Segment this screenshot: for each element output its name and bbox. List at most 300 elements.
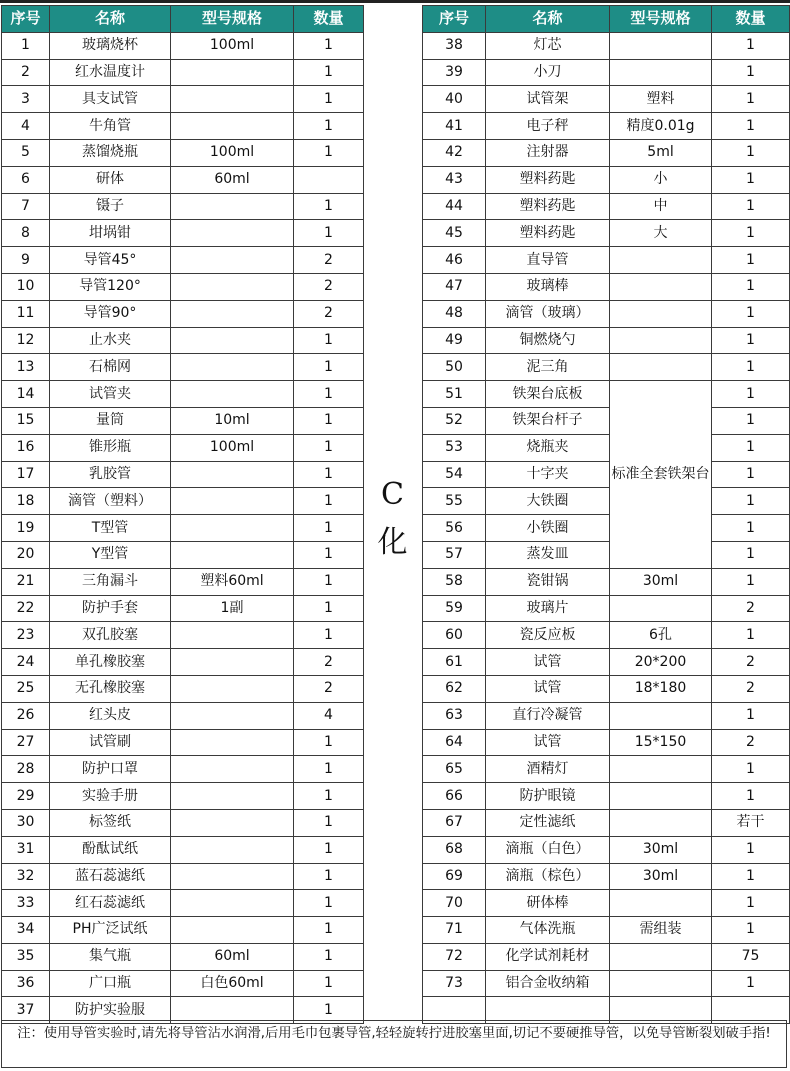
cell-name: 蒸馏烧瓶 (50, 139, 171, 166)
cell-qty: 4 (294, 702, 364, 729)
cell-name: 防护口罩 (50, 756, 171, 783)
table-row (2, 461, 364, 488)
cell-qty: 1 (294, 434, 364, 461)
cell-name: 量筒 (50, 407, 171, 434)
cell-name: 小刀 (486, 59, 610, 86)
table-row (2, 863, 364, 890)
cell-qty: 1 (712, 300, 790, 327)
table-row (2, 59, 364, 86)
cell-index: 35 (2, 943, 50, 970)
cell-name: 防护手套 (50, 595, 171, 622)
cell-qty: 1 (294, 917, 364, 944)
cell-spec (171, 756, 294, 783)
cell-qty: 2 (294, 649, 364, 676)
cell-qty: 1 (712, 568, 790, 595)
table-header-row (2, 6, 364, 33)
cell-spec (171, 836, 294, 863)
cell-qty: 1 (712, 461, 790, 488)
cell-spec: 小 (610, 166, 712, 193)
cell-spec (610, 300, 712, 327)
cell-name: 蒸发皿 (486, 541, 610, 568)
cell-name: 试管 (486, 649, 610, 676)
cell-index: 45 (423, 220, 486, 247)
cell-qty: 1 (294, 139, 364, 166)
table-row (2, 649, 364, 676)
cell-index: 58 (423, 568, 486, 595)
cell-spec (610, 327, 712, 354)
middle-mark-char: 化 (377, 525, 408, 560)
cell-index: 60 (423, 622, 486, 649)
cell-spec: 30ml (610, 836, 712, 863)
table-row (2, 166, 364, 193)
cell-index: 39 (423, 59, 486, 86)
cell-qty: 1 (294, 595, 364, 622)
cell-qty: 2 (294, 675, 364, 702)
cell-spec: 18*180 (610, 675, 712, 702)
cell-spec: 白色60ml (171, 970, 294, 997)
cell-name: 止水夹 (50, 327, 171, 354)
table-row (423, 943, 790, 970)
cell-spec (610, 247, 712, 274)
cell-spec (171, 541, 294, 568)
cell-name: 试管 (486, 729, 610, 756)
header-name: 名称 (50, 6, 171, 33)
table-row (2, 970, 364, 997)
cell-qty: 2 (712, 729, 790, 756)
table-row (423, 783, 790, 810)
cell-spec (171, 354, 294, 381)
cell-index: 32 (2, 863, 50, 890)
cell-name: Y型管 (50, 541, 171, 568)
header-index: 序号 (2, 6, 50, 33)
cell-qty: 1 (294, 541, 364, 568)
table-row (423, 595, 790, 622)
cell-index: 4 (2, 113, 50, 140)
cell-index: 10 (2, 273, 50, 300)
cell-index: 63 (423, 702, 486, 729)
table-row (423, 890, 790, 917)
cell-name: 直行冷凝管 (486, 702, 610, 729)
cell-spec (171, 247, 294, 274)
cell-index: 51 (423, 381, 486, 408)
cell-qty (294, 166, 364, 193)
cell-index: 56 (423, 515, 486, 542)
table-row (2, 541, 364, 568)
table-row (2, 381, 364, 408)
cell-index: 8 (2, 220, 50, 247)
cell-name: 坩埚钳 (50, 220, 171, 247)
cell-index: 25 (2, 675, 50, 702)
cell-spec: 60ml (171, 943, 294, 970)
cell-spec: 10ml (171, 407, 294, 434)
cell-index: 59 (423, 595, 486, 622)
cell-index: 33 (2, 890, 50, 917)
cell-qty: 1 (294, 729, 364, 756)
cell-index: 57 (423, 541, 486, 568)
cell-name: 锥形瓶 (50, 434, 171, 461)
cell-index: 5 (2, 139, 50, 166)
cell-qty: 1 (712, 32, 790, 59)
cell-spec (610, 32, 712, 59)
table-row (2, 139, 364, 166)
cell-spec: 中 (610, 193, 712, 220)
cell-name: 化学试剂耗材 (486, 943, 610, 970)
cell-qty: 1 (712, 273, 790, 300)
cell-index: 52 (423, 407, 486, 434)
table-row (2, 890, 364, 917)
cell-index: 34 (2, 917, 50, 944)
table-row (423, 407, 790, 434)
middle-mark-letter: C (381, 477, 404, 512)
table-row (423, 461, 790, 488)
cell-qty: 1 (712, 434, 790, 461)
cell-qty: 1 (294, 809, 364, 836)
header-name: 名称 (486, 6, 610, 33)
cell-qty: 2 (712, 649, 790, 676)
cell-spec: 100ml (171, 32, 294, 59)
cell-qty: 1 (712, 59, 790, 86)
cell-name: 铜燃烧勺 (486, 327, 610, 354)
cell-qty: 1 (712, 407, 790, 434)
cell-index: 3 (2, 86, 50, 113)
table-row (423, 32, 790, 59)
cell-qty: 1 (712, 917, 790, 944)
cell-name: 单孔橡胶塞 (50, 649, 171, 676)
cell-spec: 60ml (171, 166, 294, 193)
cell-qty: 1 (712, 193, 790, 220)
cell-spec: 100ml (171, 139, 294, 166)
cell-index: 70 (423, 890, 486, 917)
cell-qty: 1 (712, 541, 790, 568)
cell-spec (610, 702, 712, 729)
table-row (423, 113, 790, 140)
cell-name: 无孔橡胶塞 (50, 675, 171, 702)
cell-qty: 1 (712, 756, 790, 783)
table-row (2, 113, 364, 140)
cell-index: 15 (2, 407, 50, 434)
cell-index: 67 (423, 809, 486, 836)
cell-qty: 1 (294, 622, 364, 649)
cell-name: 研体 (50, 166, 171, 193)
cell-name: 直导管 (486, 247, 610, 274)
table-row (423, 354, 790, 381)
cell-spec (171, 461, 294, 488)
cell-index: 54 (423, 461, 486, 488)
cell-name: 防护眼镜 (486, 783, 610, 810)
table-row (423, 86, 790, 113)
table-row (423, 917, 790, 944)
table-row (2, 917, 364, 944)
cell-qty: 1 (712, 139, 790, 166)
table-row (2, 943, 364, 970)
cell-index: 43 (423, 166, 486, 193)
header-spec: 型号规格 (171, 6, 294, 33)
cell-name: 瓷钳锅 (486, 568, 610, 595)
cell-qty: 1 (712, 220, 790, 247)
cell-qty: 1 (712, 327, 790, 354)
cell-name: 研体棒 (486, 890, 610, 917)
cell-qty: 1 (294, 863, 364, 890)
cell-qty: 1 (712, 247, 790, 274)
cell-spec: 需组装 (610, 917, 712, 944)
cell-qty: 1 (294, 970, 364, 997)
cell-name: 滴瓶（白色） (486, 836, 610, 863)
table-row (2, 86, 364, 113)
cell-qty: 1 (294, 943, 364, 970)
cell-spec (610, 273, 712, 300)
table-row (423, 300, 790, 327)
cell-spec (171, 917, 294, 944)
middle-gap (364, 5, 421, 1020)
table-row (2, 32, 364, 59)
cell-spec (610, 756, 712, 783)
cell-qty: 1 (712, 354, 790, 381)
table-row (2, 434, 364, 461)
cell-name: 试管 (486, 675, 610, 702)
cell-spec (171, 193, 294, 220)
table-row (423, 381, 790, 408)
cell-index: 20 (2, 541, 50, 568)
cell-name: 塑料药匙 (486, 220, 610, 247)
cell-spec (171, 59, 294, 86)
table-row (423, 809, 790, 836)
cell-index: 55 (423, 488, 486, 515)
cell-qty: 1 (294, 113, 364, 140)
cell-index: 42 (423, 139, 486, 166)
cell-name: 蓝石蕊滤纸 (50, 863, 171, 890)
cell-index: 72 (423, 943, 486, 970)
cell-spec (610, 970, 712, 997)
cell-qty: 1 (294, 783, 364, 810)
cell-spec: 精度0.01g (610, 113, 712, 140)
cell-name: 牛角管 (50, 113, 171, 140)
inventory-table-left (1, 5, 364, 1024)
table-row (2, 622, 364, 649)
table-header-row (423, 6, 790, 33)
cell-spec: 100ml (171, 434, 294, 461)
cell-qty: 1 (294, 890, 364, 917)
usage-note: 注：使用导管实验时,请先将导管沾水润滑,后用毛巾包裹导管,轻轻旋转拧进胶塞里面,切记不要硬推导管，以免导管断裂划破手指! (1, 1020, 787, 1068)
cell-qty: 1 (712, 702, 790, 729)
cell-index: 69 (423, 863, 486, 890)
cell-index: 11 (2, 300, 50, 327)
cell-index: 29 (2, 783, 50, 810)
cell-name: T型管 (50, 515, 171, 542)
cell-qty: 1 (294, 59, 364, 86)
cell-qty: 1 (294, 568, 364, 595)
cell-name: 试管刷 (50, 729, 171, 756)
cell-index: 9 (2, 247, 50, 274)
cell-index: 50 (423, 354, 486, 381)
cell-index: 44 (423, 193, 486, 220)
cell-qty: 1 (294, 407, 364, 434)
table-row (2, 756, 364, 783)
cell-qty: 1 (294, 997, 364, 1024)
table-row (2, 515, 364, 542)
cell-name: 红水温度计 (50, 59, 171, 86)
cell-qty: 2 (712, 595, 790, 622)
cell-spec (171, 809, 294, 836)
cell-index: 40 (423, 86, 486, 113)
table-row (2, 247, 364, 274)
cell-index: 23 (2, 622, 50, 649)
cell-name: 气体洗瓶 (486, 917, 610, 944)
table-row (2, 273, 364, 300)
cell-spec (171, 300, 294, 327)
cell-index: 41 (423, 113, 486, 140)
table-row (2, 300, 364, 327)
cell-index: 24 (2, 649, 50, 676)
cell-name: 灯芯 (486, 32, 610, 59)
cell-index: 46 (423, 247, 486, 274)
table-row (423, 488, 790, 515)
cell-spec: 30ml (610, 863, 712, 890)
cell-name: 泥三角 (486, 354, 610, 381)
cell-index: 7 (2, 193, 50, 220)
table-row (423, 702, 790, 729)
cell-spec: 大 (610, 220, 712, 247)
cell-spec (171, 327, 294, 354)
cell-name: 塑料药匙 (486, 166, 610, 193)
table-row (2, 675, 364, 702)
table-row (423, 193, 790, 220)
cell-index: 19 (2, 515, 50, 542)
cell-qty: 1 (294, 836, 364, 863)
cell-index: 1 (2, 32, 50, 59)
table-row (2, 809, 364, 836)
cell-name: 防护实验服 (50, 997, 171, 1024)
cell-spec (171, 863, 294, 890)
cell-index: 37 (2, 997, 50, 1024)
cell-spec: 1副 (171, 595, 294, 622)
cell-name: 乳胶管 (50, 461, 171, 488)
cell-index: 6 (2, 166, 50, 193)
cell-spec (171, 729, 294, 756)
table-row (423, 273, 790, 300)
cell-name: 酒精灯 (486, 756, 610, 783)
table-row (423, 649, 790, 676)
table-row (423, 247, 790, 274)
cell-spec (171, 86, 294, 113)
table-row (2, 327, 364, 354)
cell-name: 具支试管 (50, 86, 171, 113)
cell-qty: 1 (294, 756, 364, 783)
table-row (423, 59, 790, 86)
table-row (2, 702, 364, 729)
cell-name: 塑料药匙 (486, 193, 610, 220)
cell-name: 酚酞试纸 (50, 836, 171, 863)
cell-name: 实验手册 (50, 783, 171, 810)
cell-name: 十字夹 (486, 461, 610, 488)
cell-name: 滴管（玻璃） (486, 300, 610, 327)
cell-spec: 5ml (610, 139, 712, 166)
cell-index: 22 (2, 595, 50, 622)
cell-index: 48 (423, 300, 486, 327)
cell-name: PH广泛试纸 (50, 917, 171, 944)
cell-spec (171, 783, 294, 810)
cell-spec (610, 943, 712, 970)
cell-name: 滴管（塑料） (50, 488, 171, 515)
cell-spec (171, 113, 294, 140)
cell-qty: 1 (294, 86, 364, 113)
cell-name: 定性滤纸 (486, 809, 610, 836)
cell-index: 68 (423, 836, 486, 863)
cell-qty: 1 (712, 783, 790, 810)
table-row (2, 783, 364, 810)
cell-index: 14 (2, 381, 50, 408)
cell-name: 铁架台底板 (486, 381, 610, 408)
cell-index: 12 (2, 327, 50, 354)
table-row (2, 488, 364, 515)
cell-name: 三角漏斗 (50, 568, 171, 595)
cell-qty: 1 (712, 836, 790, 863)
cell-index: 18 (2, 488, 50, 515)
cell-name: 镊子 (50, 193, 171, 220)
cell-name: 双孔胶塞 (50, 622, 171, 649)
cell-spec (171, 515, 294, 542)
table-row (423, 166, 790, 193)
table-row (2, 729, 364, 756)
cell-index: 64 (423, 729, 486, 756)
table-row (2, 354, 364, 381)
cell-spec (610, 354, 712, 381)
table-row (2, 407, 364, 434)
cell-spec: 塑料 (610, 86, 712, 113)
cell-index: 47 (423, 273, 486, 300)
top-rule (0, 0, 790, 3)
cell-spec (171, 890, 294, 917)
table-row (2, 836, 364, 863)
table-row (423, 515, 790, 542)
header-qty: 数量 (294, 6, 364, 33)
cell-spec (171, 675, 294, 702)
cell-qty: 1 (712, 622, 790, 649)
cell-index: 26 (2, 702, 50, 729)
cell-qty: 1 (712, 863, 790, 890)
cell-name: 试管架 (486, 86, 610, 113)
table-row (423, 970, 790, 997)
cell-name: 红石蕊滤纸 (50, 890, 171, 917)
cell-qty: 1 (712, 515, 790, 542)
cell-spec (171, 220, 294, 247)
cell-qty: 1 (712, 890, 790, 917)
cell-spec (171, 622, 294, 649)
cell-name: 瓷反应板 (486, 622, 610, 649)
inventory-table-right (422, 5, 790, 1024)
table-row (423, 836, 790, 863)
cell-index: 30 (2, 809, 50, 836)
cell-index: 49 (423, 327, 486, 354)
cell-name: 导管45° (50, 247, 171, 274)
cell-name: 红头皮 (50, 702, 171, 729)
table-row (423, 139, 790, 166)
table-row (2, 568, 364, 595)
cell-spec: 15*150 (610, 729, 712, 756)
table-row (423, 541, 790, 568)
cell-name: 大铁圈 (486, 488, 610, 515)
cell-qty: 1 (294, 488, 364, 515)
cell-qty: 1 (294, 461, 364, 488)
cell-qty: 1 (294, 220, 364, 247)
cell-spec (171, 381, 294, 408)
cell-spec (610, 809, 712, 836)
cell-spec: 6孔 (610, 622, 712, 649)
cell-index: 28 (2, 756, 50, 783)
cell-index: 31 (2, 836, 50, 863)
cell-index: 66 (423, 783, 486, 810)
cell-index: 2 (2, 59, 50, 86)
cell-name: 小铁圈 (486, 515, 610, 542)
